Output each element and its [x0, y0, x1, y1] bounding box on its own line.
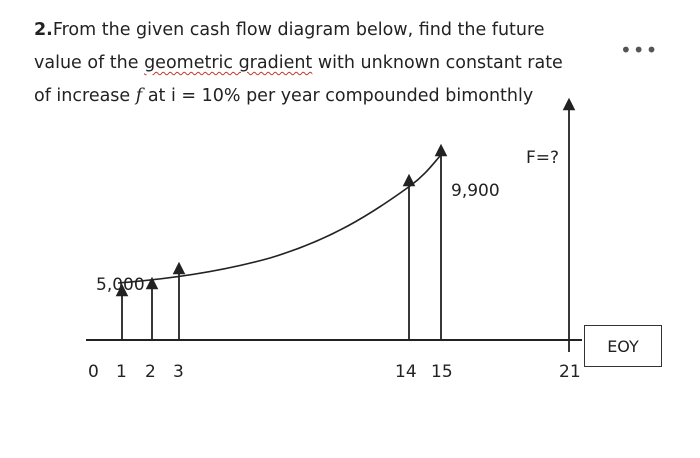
period-label-1: 1 [116, 362, 127, 382]
problem-line-1-text: From the given cash flow diagram below, find the future [52, 20, 545, 40]
problem-line-2-post: with unknown constant rate [312, 53, 563, 73]
period-label-2: 2 [145, 362, 156, 382]
first-cashflow-label: 5,000 [96, 275, 145, 295]
period-label-0: 0 [88, 362, 99, 382]
period-label-15: 15 [431, 362, 453, 382]
variable-f: f [135, 86, 143, 106]
more-options-icon[interactable]: ••• [620, 38, 659, 62]
period-label-14: 14 [395, 362, 417, 382]
gradient-curve [118, 156, 440, 283]
last-gradient-label: 9,900 [451, 181, 500, 201]
period-label-21: 21 [559, 362, 581, 382]
problem-line-3-pre: of increase [34, 86, 136, 106]
problem-number: 2. [34, 20, 53, 40]
problem-line-2-pre: value of the [34, 53, 145, 73]
period-label-3: 3 [173, 362, 184, 382]
spellcheck-underlined-text: geometric gradient [144, 53, 313, 73]
eoy-label: EOY [607, 336, 639, 356]
eoy-box [584, 325, 662, 367]
future-value-label: F=? [526, 148, 560, 168]
problem-line-3-post: at i = 10% per year compounded bimonthly [142, 86, 534, 106]
